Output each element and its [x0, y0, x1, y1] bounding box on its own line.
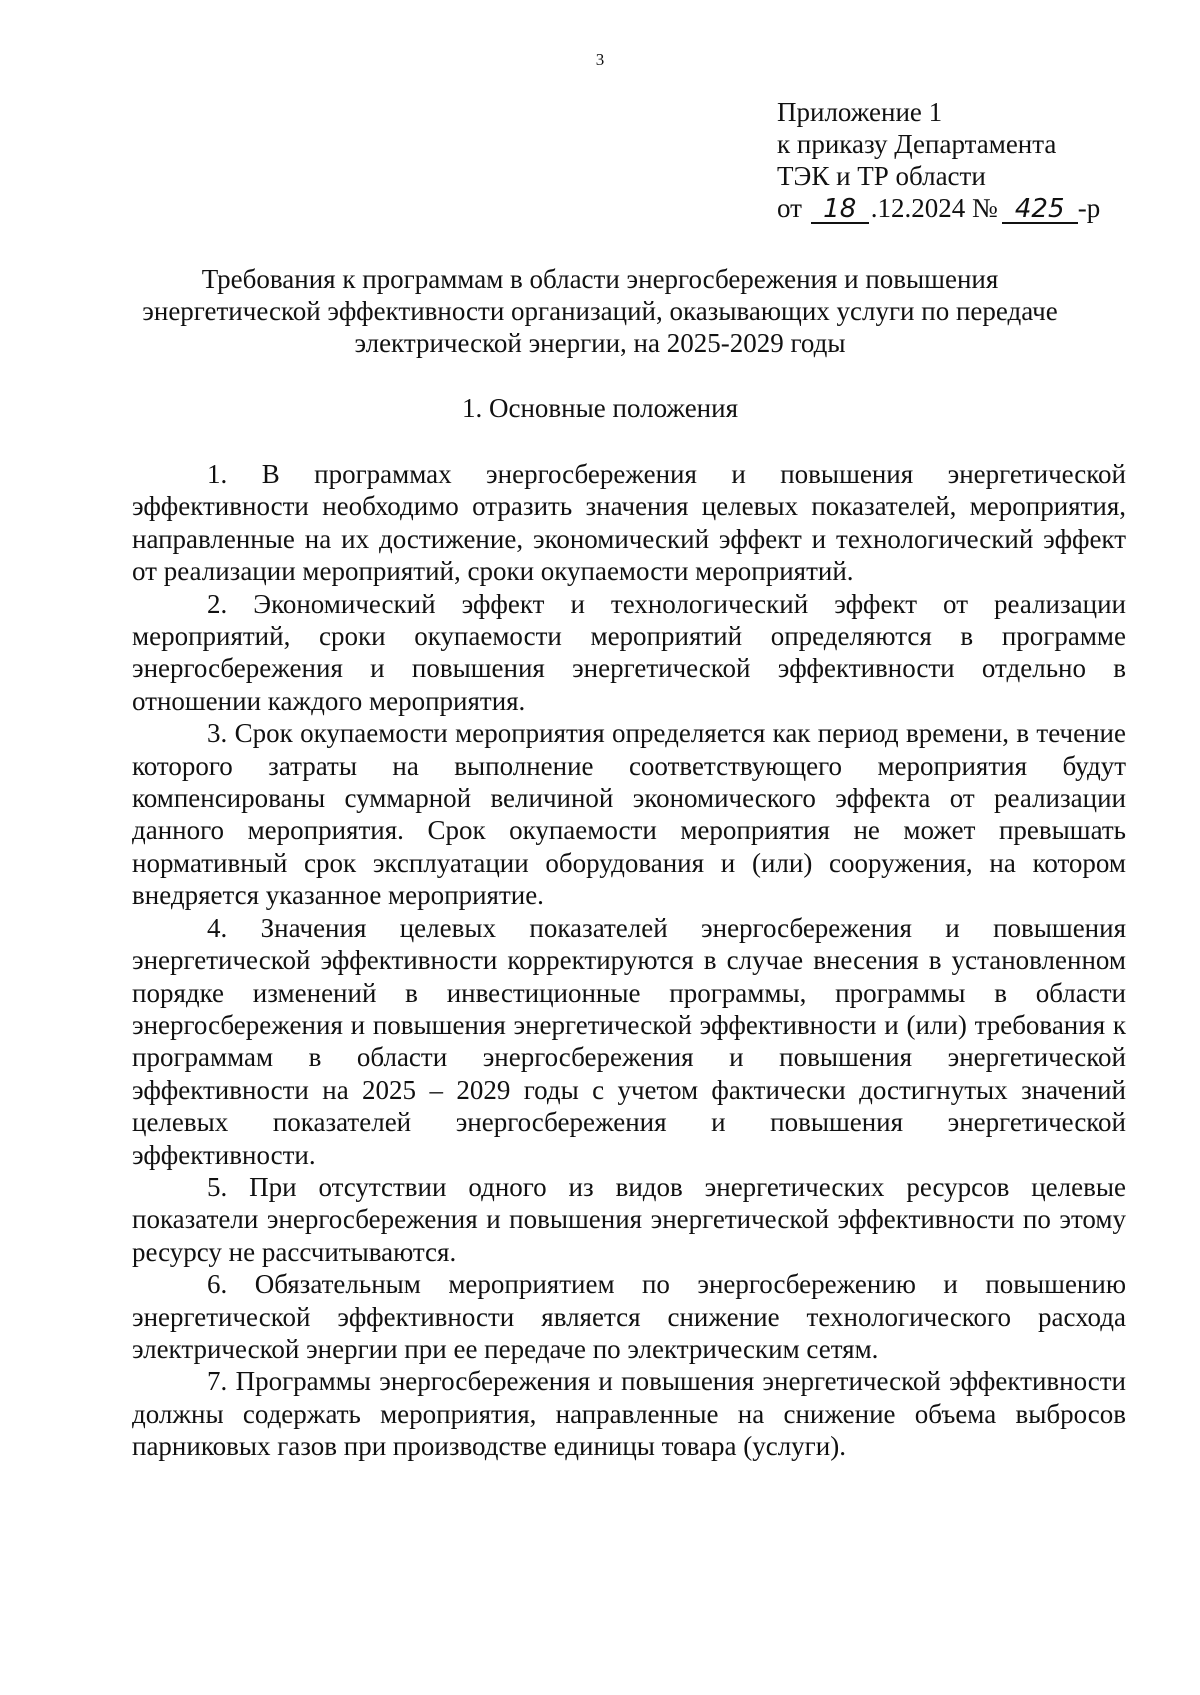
date-rest: .12.2024 №	[870, 193, 998, 223]
appendix-block	[777, 96, 1100, 224]
document-title: Требования к программам в области энергосбережения и повышения энергетической эффективности организаций, оказывающих услуги по передаче электрической энергии, на 2025-2029 годы	[142, 264, 1058, 358]
appendix-title: Приложение 1	[777, 97, 943, 127]
appendix-department: ТЭК и ТР области	[777, 161, 986, 191]
handwritten-order-number: 425	[1002, 196, 1078, 224]
paragraph-7: 7. Программы энергосбережения и повышения энергетической эффективности должны содержать мероприятия, направленные на снижение объема выбросов парниковых газов при производстве единицы товара (услуги).	[132, 1366, 1126, 1462]
date-prefix: от	[777, 193, 802, 223]
paragraph-2: 2. Экономический эффект и технологический эффект от реализации мероприятий, сроки окупаемости мероприятий определяются в программе энергосбережения и повышения энергетической эффективности отдельно в отношении каждого мероприятия.	[132, 588, 1126, 716]
paragraph-3: 3. Срок окупаемости мероприятия определяется как период времени, в течение которого затраты на выполнение соответствующего мероприятия будут компенсированы суммарной величиной экономического эффекта от реализации данного мероприятия. Срок окупаемости мероприятия не может превышать нормативный срок эксплуатации оборудования и (или) сооружения, на котором внедряется указанное мероприятие.	[132, 718, 1126, 911]
appendix-date-line	[777, 192, 1100, 224]
section-heading: 1. Основные положения	[462, 393, 738, 423]
document-body	[132, 458, 1126, 1463]
paragraph-6: 6. Обязательным мероприятием по энергосбережению и повышению энергетической эффективности является снижение технологического расхода электрической энергии при ее передаче по электрическим сетям.	[132, 1269, 1126, 1364]
appendix-order-ref: к приказу Департамента	[777, 129, 1057, 159]
order-suffix: -р	[1077, 193, 1101, 223]
page-number: 3	[595, 50, 605, 69]
paragraph-5: 5. При отсутствии одного из видов энергетических ресурсов целевые показатели энергосбережения и повышения энергетической эффективности по этому ресурсу не рассчитываются.	[132, 1171, 1126, 1267]
paragraph-4: 4. Значения целевых показателей энергосбережения и повышения энергетической эффективности корректируются в случае внесения в установленном порядке изменений в инвестиционные программы, программы в области энергосбережения и повышения энергетической эффективности и (или) требования к программам в области энергосбережения и повышения энергетической эффективности на 2025 – 2029 годы с учетом фактически достигнутых значений целевых показателей энергосбережения и повышения энергетической эффективности.	[132, 912, 1126, 1170]
handwritten-day: 18	[811, 196, 869, 224]
paragraph-1: 1. В программах энергосбережения и повышения энергетической эффективности необходимо отразить значения целевых показателей, мероприятия, направленные на их достижение, экономический эффект и технологический эффект от реализации мероприятий, сроки окупаемости мероприятий.	[132, 459, 1126, 587]
